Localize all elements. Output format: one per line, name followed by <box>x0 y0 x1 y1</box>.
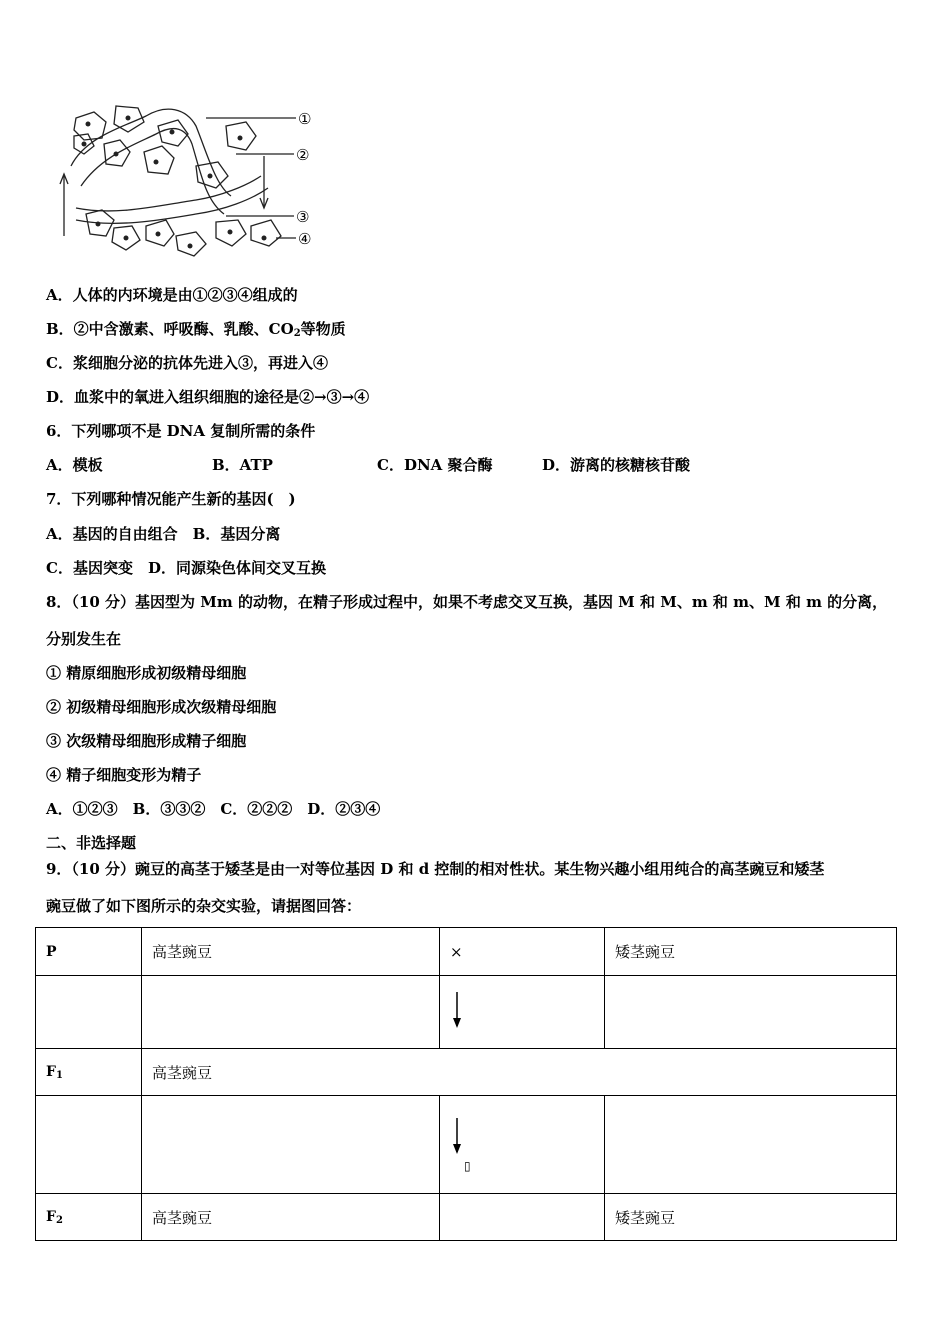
q6-stem: 6．下列哪项不是 DNA 复制所需的条件 <box>46 422 316 440</box>
row-label-f1 <box>36 1049 142 1096</box>
empty-cell <box>142 976 440 1049</box>
down-arrow-icon <box>450 1116 464 1156</box>
figure-label-1: ① <box>298 110 312 128</box>
q7-options-ab: A．基因的自由组合 B．基因分离 <box>46 525 281 543</box>
p-short-cell: 矮茎豌豆 <box>605 928 897 976</box>
empty-cell <box>36 976 142 1049</box>
q7-stem: 7．下列哪种情况能产生新的基因( ) <box>46 490 296 508</box>
cross-experiment-table <box>35 927 897 1241</box>
q5-option-b-post: 等物质 <box>300 320 346 338</box>
q8-stem-line1: 8．（10 分）基因型为 Mm 的动物，在精子形成过程中，如果不考虑交叉互换，基因 M 和 M、m 和 m、M 和 m 的分离， <box>46 593 888 611</box>
f2-label: F <box>46 1208 56 1225</box>
q6-option-d: D．游离的核糖核苷酸 <box>542 456 691 474</box>
empty-cell <box>605 1096 897 1194</box>
arrow-cell-2 <box>440 1096 605 1194</box>
q5-option-c: C．浆细胞分泌的抗体先进入③，再进入④ <box>46 354 328 372</box>
f2-tall-cell: 高茎豌豆 <box>142 1194 440 1241</box>
q8-stem-line2: 分别发生在 <box>46 630 122 648</box>
empty-cell <box>142 1096 440 1194</box>
empty-cell <box>440 1194 605 1241</box>
q8-options: A．①②③ B．③③② C．②②② D．②③④ <box>46 800 381 818</box>
p-tall-cell: 高茎豌豆 <box>142 928 440 976</box>
self-cross-symbol: ▯ <box>464 1159 471 1173</box>
q8-item-1: ① 精原细胞形成初级精母细胞 <box>46 664 247 682</box>
empty-cell <box>605 976 897 1049</box>
f1-tall-cell: 高茎豌豆 <box>142 1049 897 1096</box>
q6-option-a: A．模板 <box>46 456 103 474</box>
q5-option-b-pre: B．②中含激素、呼吸酶、乳酸、CO <box>46 320 294 338</box>
q8-item-3: ③ 次级精母细胞形成精子细胞 <box>46 732 247 750</box>
q5-option-d: D．血浆中的氧进入组织细胞的途径是②→③→④ <box>46 388 370 406</box>
table-row-arrow-1 <box>36 976 897 1049</box>
figure-label-4: ④ <box>298 230 312 248</box>
section-heading: 二、非选择题 <box>46 834 137 852</box>
row-label-f2 <box>36 1194 142 1241</box>
table-row-p <box>36 928 897 976</box>
q8-item-4: ④ 精子细胞变形为精子 <box>46 766 202 784</box>
table-row-arrow-2 <box>36 1096 897 1194</box>
f1-sub: 1 <box>55 1069 63 1081</box>
q7-options-cd: C．基因突变 D．同源染色体间交叉互换 <box>46 559 326 577</box>
cross-symbol: × <box>440 928 605 976</box>
figure-label-2: ② <box>296 146 310 164</box>
row-label-p: P <box>36 928 142 976</box>
q5-option-a: A．人体的内环境是由①②③④组成的 <box>46 286 298 304</box>
q9-stem-line1: 9．（10 分）豌豆的高茎于矮茎是由一对等位基因 D 和 d 控制的相对性状。某生物兴趣小组用纯合的高茎豌豆和矮茎 <box>46 860 825 878</box>
down-arrow-icon <box>450 990 464 1030</box>
f2-short-cell: 矮茎豌豆 <box>605 1194 897 1241</box>
table-row-f2 <box>36 1194 897 1241</box>
q5-option-b-sub: 2 <box>293 328 301 339</box>
f1-label: F <box>46 1063 56 1080</box>
tissue-capillary-figure <box>46 96 326 264</box>
q5-option-b <box>46 319 346 344</box>
q6-option-b: B．ATP <box>212 456 273 474</box>
q8-item-2: ② 初级精母细胞形成次级精母细胞 <box>46 698 277 716</box>
arrow-cell-1 <box>440 976 605 1049</box>
f2-sub: 2 <box>55 1214 63 1226</box>
empty-cell <box>36 1096 142 1194</box>
q6-option-c: C．DNA 聚合酶 <box>377 456 493 474</box>
table-row-f1 <box>36 1049 897 1096</box>
q9-stem-line2: 豌豆做了如下图所示的杂交实验，请据图回答： <box>46 897 362 915</box>
figure-label-3: ③ <box>296 208 310 226</box>
